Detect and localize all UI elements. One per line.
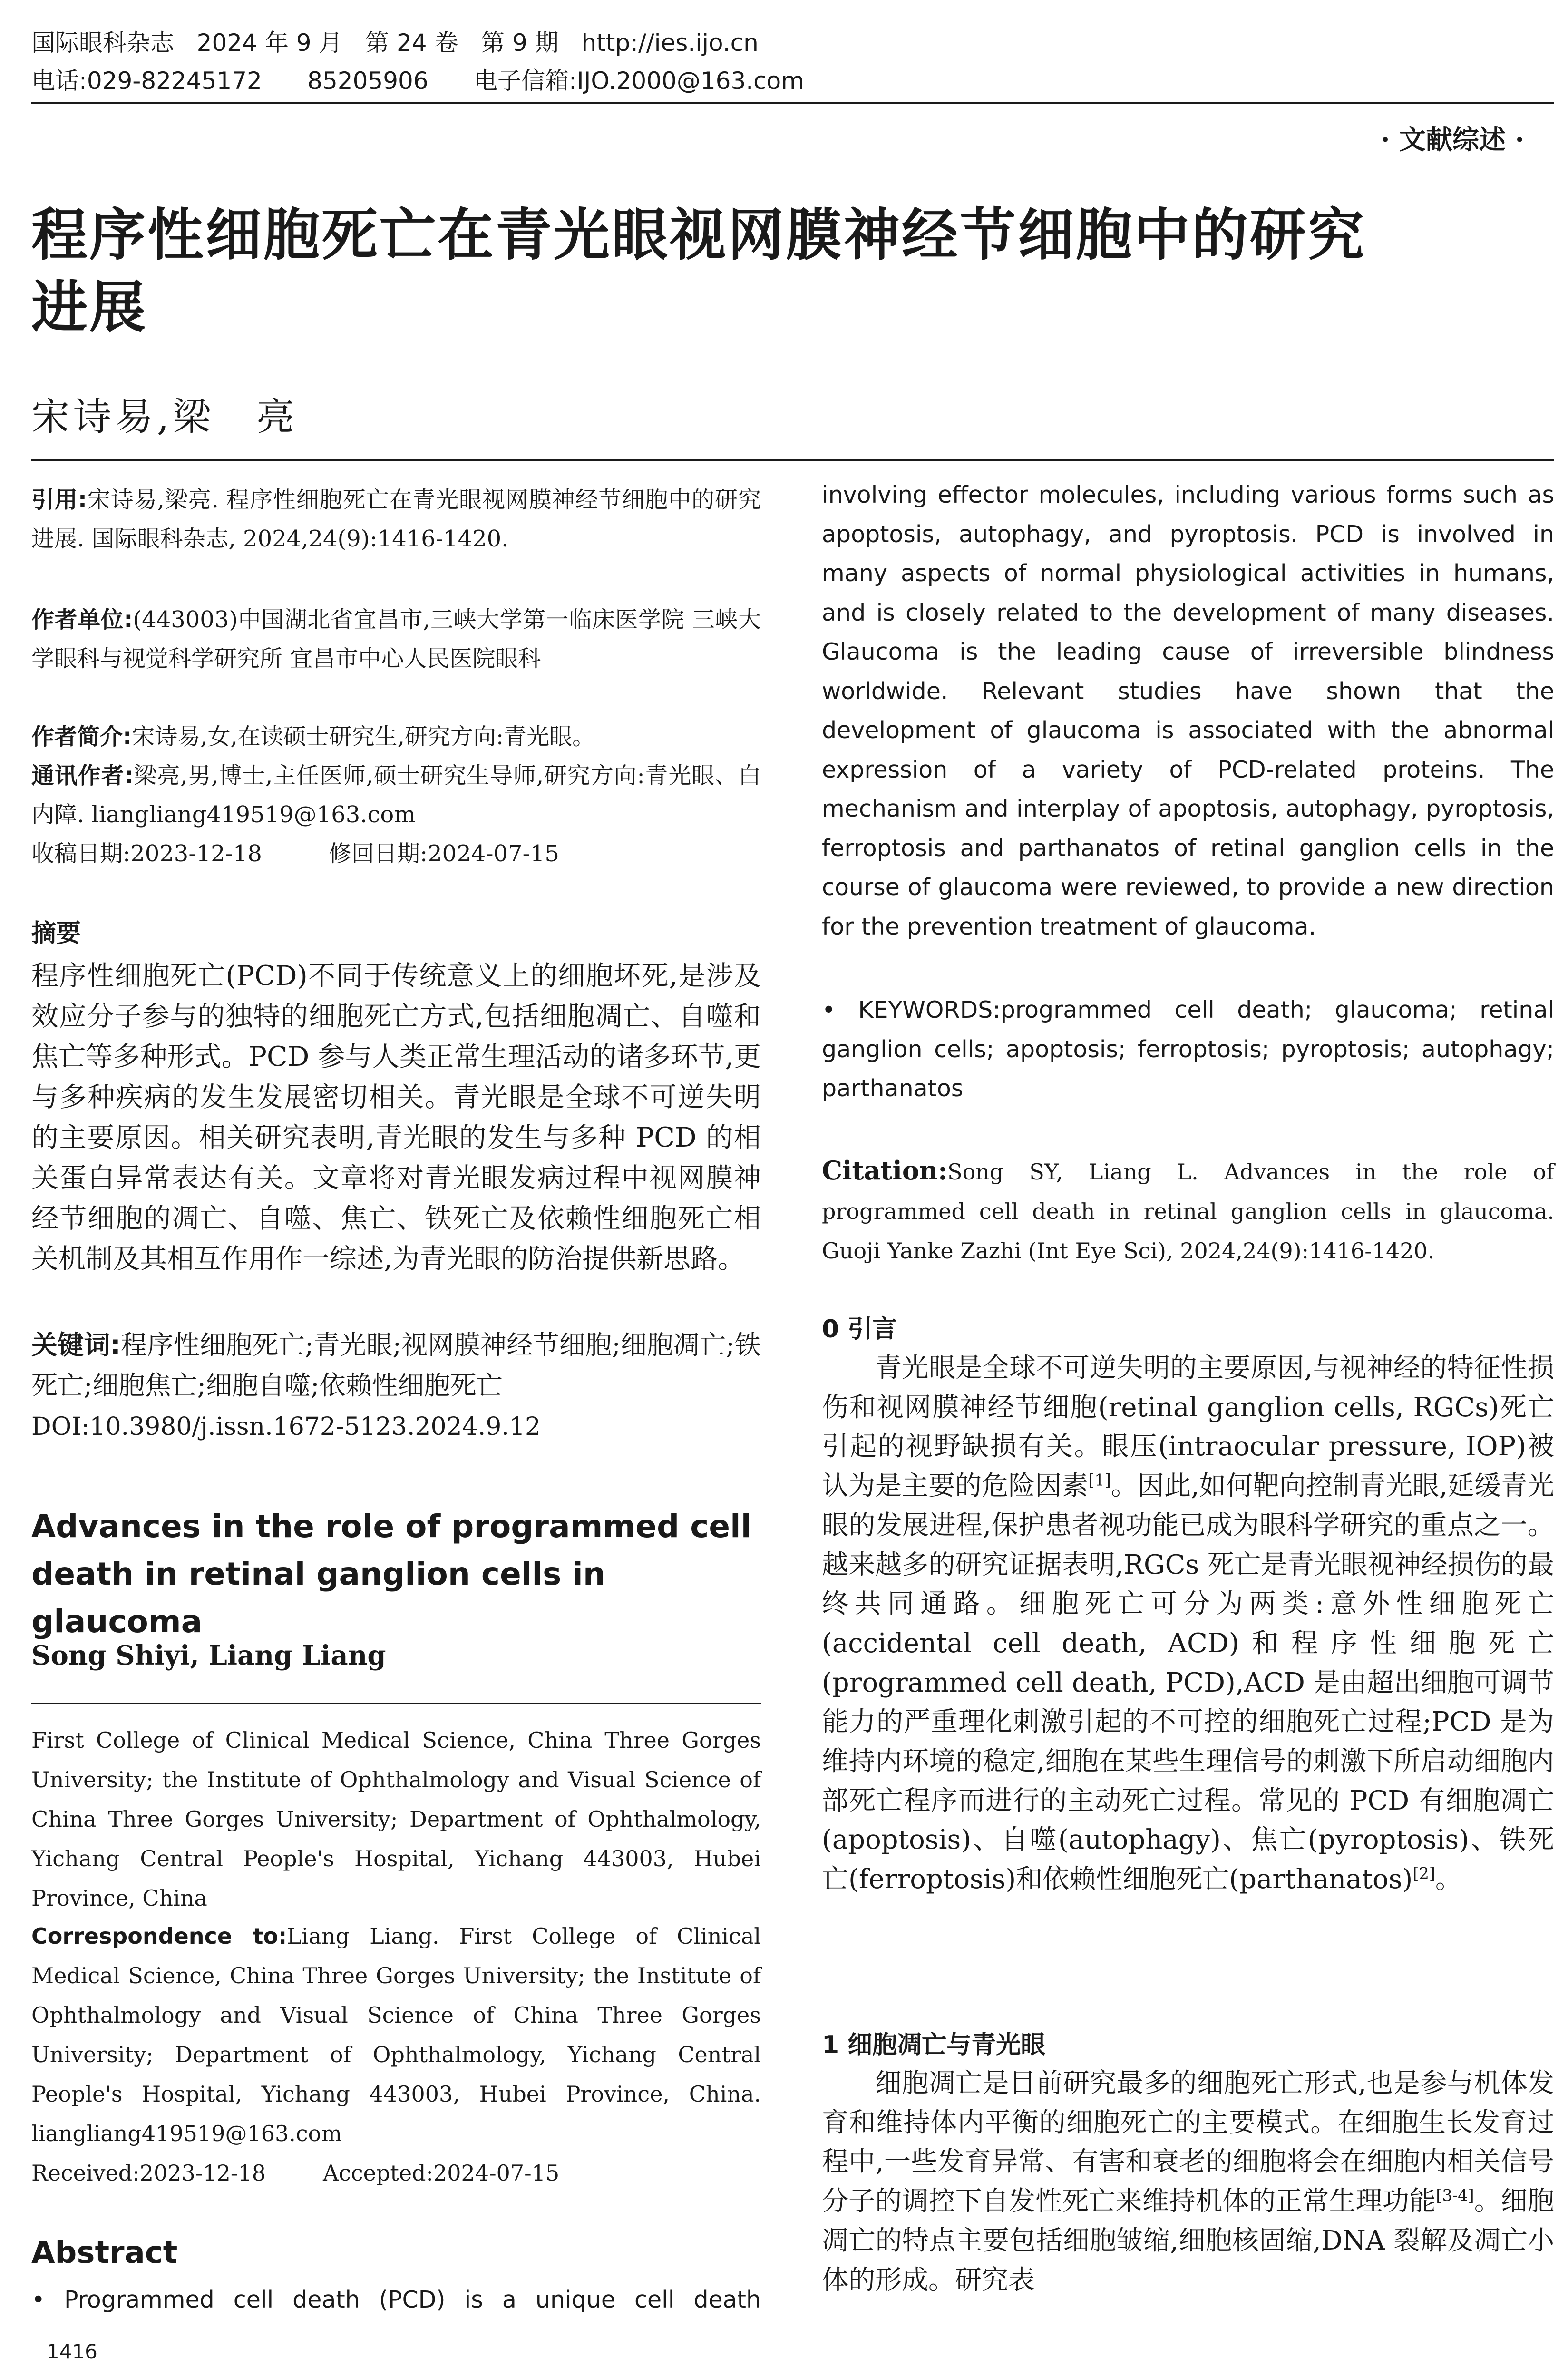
section-1-text-a: 细胞凋亡是目前研究最多的细胞死亡形式,也是参与机体发育和维持体内平衡的细胞死亡的主要模式。在细胞生长发育过程中,一些发育异常、有害和衰老的细胞将会在细胞内相关信号分子的调控下自发性死亡来维持机体的正常生理功能 <box>822 2068 1554 2217</box>
section-0-text-b: 。因此,如何靶向控制青光眼,延缓青光眼的发展进程,保护患者视功能已成为眼科学研究的重点之一。越来越多的研究证据表明,RGCs 死亡是青光眼视神经损伤的最终共同通路。细胞死亡可分为两类:意外性细胞死亡(accidental cell death, ACD)和程序性细胞死亡(programmed cell death, PCD),ACD 是由超出细胞可调节能力的严重理化刺激引起的不可控的细胞死亡过程;PCD 是为维持内环境的稳定,细胞在某些生理信号的刺激下所启动细胞内部死亡程序而进行的主动死亡过程。常见的 PCD 有细胞凋亡(apoptosis)、自噬(autophagy)、焦亡(pyroptosis)、铁死亡(ferroptosis)和依赖性细胞死亡(parthanatos) <box>822 1471 1554 1895</box>
affiliation-cn-label: 作者单位: <box>31 606 133 633</box>
correspondence-en <box>31 1917 761 2153</box>
abstract-cn-text: 程序性细胞死亡(PCD)不同于传统意义上的细胞坏死,是涉及效应分子参与的独特的细胞死亡方式,包括细胞凋亡、自噬和焦亡等多种形式。PCD 参与人类正常生理活动的诸多环节,更与多种疾病的发生发展密切相关。青光眼是全球不可逆失明的主要原因。相关研究表明,青光眼的发生与多种 PCD 的相关蛋白异常表达有关。文章将对青光眼发病过程中视网膜神经节细胞的凋亡、自噬、焦亡、铁死亡及依赖性细胞死亡相关机制及其相互作用作一综述,为青光眼的防治提供新思路。 <box>31 960 761 1275</box>
correspondence-cn-text: 梁亮,男,博士,主任医师,硕士研究生导师,研究方向:青光眼、白内障. liangliang419519@163.com <box>31 762 761 828</box>
correspondence-en-label: Correspondence to: <box>31 1923 287 1949</box>
citation-cn-text: 宋诗易,梁亮. 程序性细胞死亡在青光眼视网膜神经节细胞中的研究进展. 国际眼科杂志, 2024,24(9):1416-1420. <box>31 487 761 552</box>
affiliation-cn-text: (443003)中国湖北省宜昌市,三峡大学第一临床医学院 三峡大学眼科与视觉科学研究所 宜昌市中心人民医院眼科 <box>31 606 761 672</box>
section-0-text-c: 。 <box>1435 1864 1462 1895</box>
dates-en <box>31 2153 761 2193</box>
citation-cn-label: 引用: <box>31 487 88 513</box>
journal-header-line1: 国际眼科杂志 2024 年 9 月 第 24 卷 第 9 期 http://ies.ijo.cn <box>31 29 759 57</box>
authors-en-rule <box>31 1703 761 1704</box>
section-1-body <box>822 2064 1554 2300</box>
section-0-heading: 0 引言 <box>822 1315 897 1344</box>
abstract-en-text: involving effector molecules, including various forms such as apoptosis, autophagy, and pyroptosis. PCD is involved in many aspects of normal physiological activities in humans, and is closely related to the development of many diseases. Glaucoma is the leading cause of irreversible blindness worldwide. Relevant studies have shown that the development of glaucoma is associated with the abnormal expression of a variety of PCD-related proteins. The mechanism and interplay of apoptosis, autophagy, pyroptosis, ferroptosis and parthanatos of retinal ganglion cells in the course of glaucoma were reviewed, to provide a new direction for the prevention treatment of glaucoma. <box>822 481 1554 940</box>
citation-cn <box>31 480 761 558</box>
keywords-cn-text: 程序性细胞死亡;青光眼;视网膜神经节细胞;细胞凋亡;铁死亡;细胞焦亡;细胞自噬;依赖性细胞死亡 <box>31 1330 761 1401</box>
abstract-en-heading: Abstract <box>31 2235 178 2270</box>
reference-2: [2] <box>1412 1864 1435 1883</box>
reference-1: [1] <box>1088 1471 1111 1490</box>
correspondence-en-text: Liang Liang. First College of Clinical Medical Science, China Three Gorges University; the Institute of Ophthalmology and Visual Science of China Three Gorges University; Department of Ophthalmology, Yichang Central People's Hospital, Yichang 443003, Hubei Province, China. liangliang419519@163.com <box>31 1923 761 2146</box>
page-title <box>31 199 1554 343</box>
received-date-cn: 收稿日期:2023-12-18 <box>31 840 262 867</box>
section-1-text-b: 。细胞凋亡的特点主要包括细胞皱缩,细胞核固缩,DNA 裂解及凋亡小体的形成。研究表 <box>822 2186 1555 2296</box>
keywords-en <box>822 991 1554 1109</box>
dates-cn <box>31 834 761 873</box>
received-date-en: Received:2023-12-18 <box>31 2160 266 2186</box>
citation-en-label: Citation: <box>822 1155 948 1186</box>
authors-en: Song Shiyi, Liang Liang <box>31 1640 386 1671</box>
keywords-en-label: • KEYWORDS: <box>822 996 1001 1023</box>
author-bio-text: 宋诗易,女,在读硕士研究生,研究方向:青光眼。 <box>132 723 595 750</box>
keywords-cn-label: 关键词: <box>31 1330 121 1360</box>
citation-en-text: Song SY, Liang L. Advances in the role of programmed cell death in retinal ganglion cells in glaucoma. Guoji Yanke Zazhi (Int Eye Sci), 2024,24(9):1416-1420. <box>822 1159 1554 1264</box>
journal-header-line2: 电话:029-82245172 85205906 电子信箱:IJO.2000@163.com <box>31 67 804 95</box>
page-number: 1416 <box>47 2340 97 2363</box>
author-bio <box>31 717 761 756</box>
section-0-body <box>822 1349 1554 1900</box>
section-0-text-a: 青光眼是全球不可逆失明的主要原因,与视神经的特征性损伤和视网膜神经节细胞(retinal ganglion cells, RGCs)死亡引起的视野缺损有关。眼压(intraocular pressure, IOP)被认为是主要的危险因素 <box>822 1353 1554 1502</box>
header-rule <box>31 102 1554 104</box>
title-line-2: 进展 <box>31 274 148 340</box>
abstract-cn-heading: 摘要 <box>31 919 81 948</box>
correspondence-cn-label: 通讯作者: <box>31 762 134 789</box>
accepted-date-en: Accepted:2024-07-15 <box>322 2160 560 2186</box>
english-title-line-1: Advances in the role of programmed cell <box>31 1508 752 1545</box>
title-line-1: 程序性细胞死亡在青光眼视网膜神经节细胞中的研究 <box>31 202 1366 268</box>
author-bio-label: 作者简介: <box>31 723 132 750</box>
abstract-en-start: • Programmed cell death (PCD) is a unique cell death <box>31 2286 761 2313</box>
keywords-en-text: programmed cell death; glaucoma; retinal ganglion cells; apoptosis; ferroptosis; pyroptosis; autophagy; parthanatos <box>822 996 1554 1102</box>
revised-date-cn: 修回日期:2024-07-15 <box>328 840 559 867</box>
doi: DOI:10.3980/j.issn.1672-5123.2024.9.12 <box>31 1413 541 1441</box>
keywords-cn <box>31 1325 761 1406</box>
english-title <box>31 1503 761 1646</box>
authors-cn: 宋诗易,梁 亮 <box>31 395 299 439</box>
correspondence-cn <box>31 756 761 834</box>
section-tag: · 文献综述 · <box>1381 124 1524 156</box>
affiliation-en: First College of Clinical Medical Science, China Three Gorges University; the Institute of Ophthalmology and Visual Science of China Three Gorges University; Department of Ophthalmology, Yichang Central People's Hospital, Yichang 443003, Hubei Province, China <box>31 1727 761 1911</box>
section-1-heading: 1 细胞凋亡与青光眼 <box>822 2031 1046 2059</box>
citation-en <box>822 1151 1554 1271</box>
reference-3-4: [3-4] <box>1436 2186 1474 2205</box>
title-rule <box>31 459 1554 461</box>
english-title-line-2: death in retinal ganglion cells in glaucoma <box>31 1556 605 1640</box>
affiliation-cn <box>31 600 761 678</box>
